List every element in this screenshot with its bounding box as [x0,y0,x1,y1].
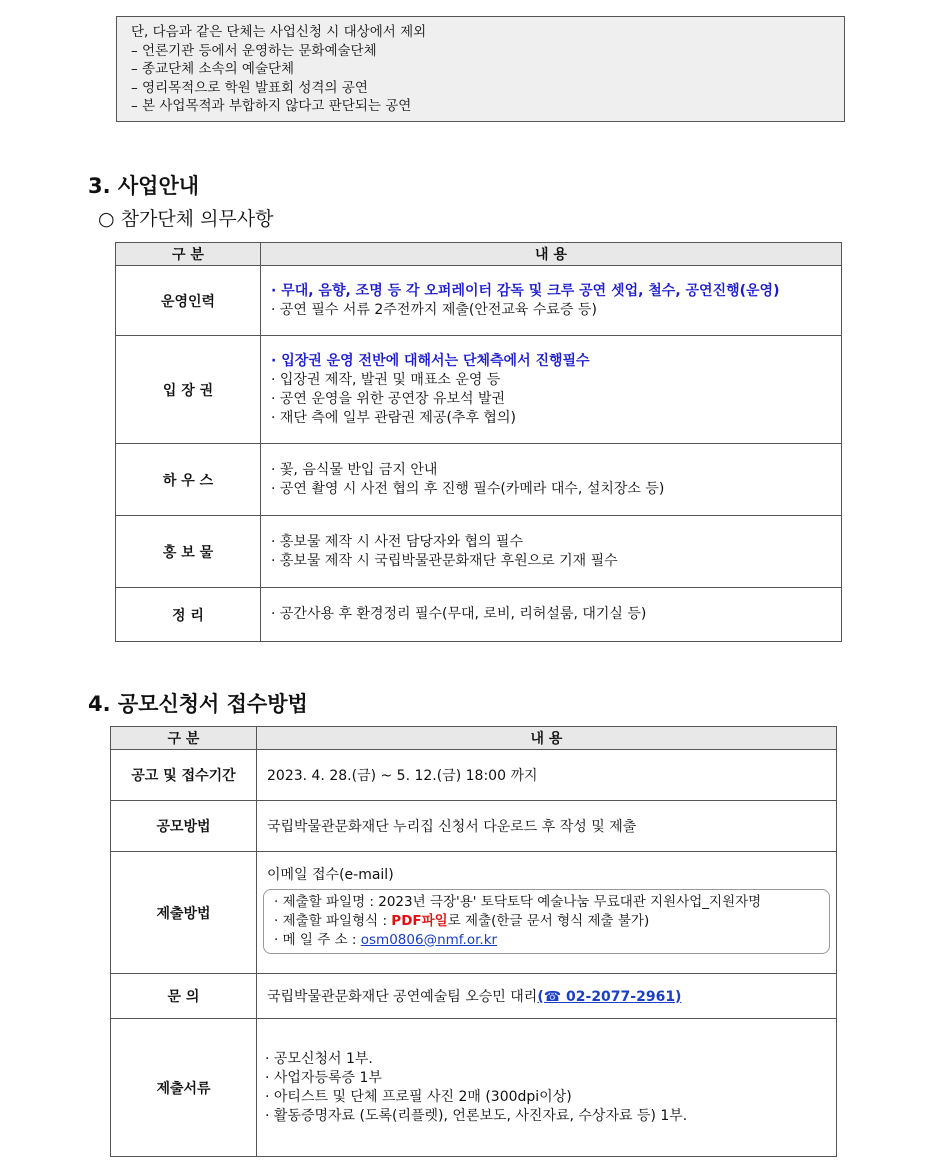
table-row [116,588,842,642]
header-category: 구 분 [116,243,261,266]
row-content [261,266,842,336]
table-row [111,750,837,801]
row-label: 정 리 [116,588,261,642]
table-header [116,243,842,266]
row-line: · 재단 측에 일부 관람권 제공(추후 협의) [271,409,516,426]
row-content [261,588,842,642]
row-label: 입 장 권 [116,336,261,444]
method-value: 국립박물관문화재단 누리집 신청서 다운로드 후 작성 및 제출 [257,801,837,852]
table-row [111,1019,837,1157]
row-line: · 홍보물 제작 시 사전 담당자와 협의 필수 [271,533,523,550]
row-label: 홍 보 물 [116,516,261,588]
docs-line: · 아티스트 및 단체 프로필 사진 2매 (300dpi이상) [265,1088,572,1105]
docs-content [257,1019,837,1157]
method-label: 공모방법 [111,801,257,852]
docs-line: · 공모신청서 1부. [265,1050,373,1067]
header-content: 내 용 [261,243,842,266]
notice-line: 단, 다음과 같은 단체는 사업신청 시 대상에서 제외 [131,24,427,40]
table-row [111,852,837,974]
table-row [116,444,842,516]
row-content [261,444,842,516]
notice-line: – 종교단체 소속의 예술단체 [131,61,295,77]
email-link[interactable]: osm0806@nmf.or.kr [360,931,498,948]
submit-intro: 이메일 접수(e-mail) [267,866,394,883]
contact-content [257,974,837,1019]
period-label: 공고 및 접수기간 [111,750,257,801]
header-category: 구 분 [111,727,257,750]
submit-filename: · 제출할 파일명 : 2023년 극장'용' 토닥토닥 예술나눔 무료대관 지원사업_지원자명 [274,893,762,910]
format-prefix: · 제출할 파일형식 : [274,912,392,929]
exclusion-notice [116,16,845,122]
submit-label: 제출방법 [111,852,257,974]
format-highlight: PDF파일 [391,912,448,929]
row-line: · 공연 필수 서류 2주전까지 제출(안전교육 수료증 등) [271,301,597,318]
row-line: · 공연 촬영 시 사전 협의 후 진행 필수(카메라 대수, 설치장소 등) [271,480,665,497]
section4-title: 4. 공모신청서 접수방법 [88,692,308,716]
row-highlight: · 무대, 음향, 조명 등 각 오퍼레이터 감독 및 크루 공연 셋업, 철수, 공연진행(운영) [271,282,780,299]
submit-email [274,931,819,950]
format-suffix: 로 제출(한글 문서 형식 제출 불가) [447,912,650,929]
row-highlight: · 입장권 운영 전반에 대해서는 단체측에서 진행필수 [271,352,590,369]
submit-content [257,852,837,974]
section3-subtitle: ○ 참가단체 의무사항 [98,208,274,230]
submit-details-box [263,889,830,954]
application-table [110,726,837,1157]
row-content [261,336,842,444]
table-row [116,336,842,444]
row-label: 하 우 스 [116,444,261,516]
notice-line: – 영리목적으로 학원 발표회 성격의 공연 [131,79,368,96]
docs-label: 제출서류 [111,1019,257,1157]
docs-line: · 사업자등록증 1부 [265,1069,382,1086]
contact-value: 국립박물관문화재단 공연예술팀 오승민 대리 [267,989,538,1005]
contact-phone[interactable]: (☎ 02-2077-2961) [537,989,682,1005]
table-header [111,727,837,750]
email-prefix: · 메 일 주 소 : [274,931,361,948]
table-row [111,801,837,852]
docs-line: · 활동증명자료 (도록(리플렛), 언론보도, 사진자료, 수상자료 등) 1부. [265,1107,688,1124]
row-line: · 홍보물 제작 시 국립박물관문화재단 후원으로 기재 필수 [271,552,618,569]
table-row [116,516,842,588]
row-label: 운영인력 [116,266,261,336]
contact-label: 문 의 [111,974,257,1019]
submit-format [274,912,819,931]
notice-line: – 본 사업목적과 부합하지 않다고 판단되는 공연 [131,98,412,114]
row-line: · 입장권 제작, 발권 및 매표소 운영 등 [271,371,501,388]
row-content [261,516,842,588]
table-row [111,974,837,1019]
row-line: · 공연 운영을 위한 공연장 유보석 발권 [271,390,506,407]
header-content: 내 용 [257,727,837,750]
period-value: 2023. 4. 28.(금) ~ 5. 12.(금) 18:00 까지 [257,750,837,801]
section3-title: 3. 사업안내 [88,174,200,198]
row-line: · 공간사용 후 환경정리 필수(무대, 로비, 리허설룸, 대기실 등) [271,606,647,622]
row-line: · 꽃, 음식물 반입 금지 안내 [271,461,438,478]
notice-line: – 언론기관 등에서 운영하는 문화예술단체 [131,42,377,59]
table-row [116,266,842,336]
obligations-table [115,242,842,642]
